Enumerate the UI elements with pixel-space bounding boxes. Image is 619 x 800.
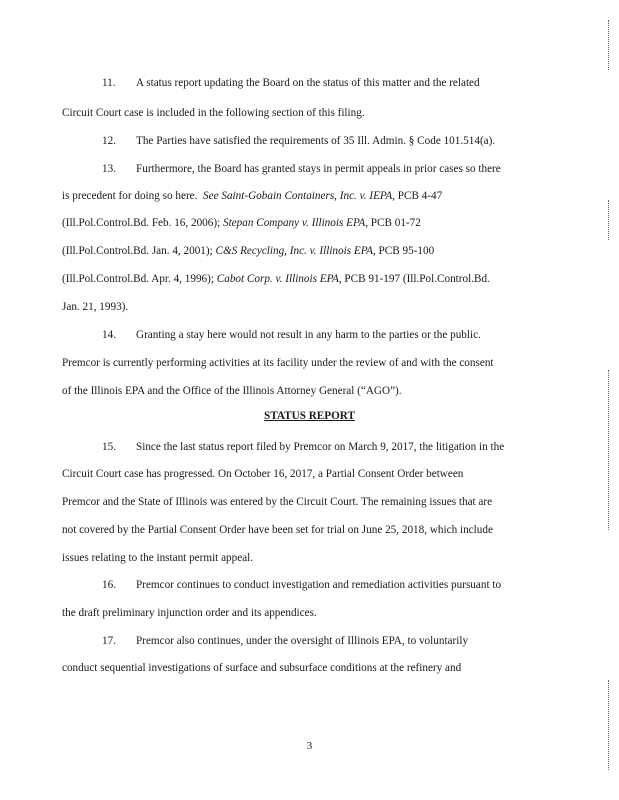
- paragraph-15-line-4: not covered by the Partial Consent Order have been set for trial on June 25, 2018, which include: [62, 524, 493, 536]
- paragraph-15-line-5: issues relating to the instant permit appeal.: [62, 552, 254, 564]
- paragraph-13-line-6: Jan. 21, 1993).: [62, 301, 129, 313]
- case-citation: See Saint-Gobain Containers, Inc. v. IEPA: [203, 190, 393, 202]
- paragraph-13-line-2: is precedent for doing so here. See Saint-Gobain Containers, Inc. v. IEPA, PCB 4-47: [62, 190, 443, 202]
- case-citation: Cabot Corp. v. Illinois EPA: [216, 273, 339, 285]
- paragraph-11-line-2: Circuit Court case is included in the following section of this filing.: [62, 107, 365, 119]
- paragraph-13-line-4: (Ill.Pol.Control.Bd. Jan. 4, 2001); C&S Recycling, Inc. v. Illinois EPA, PCB 95-100: [62, 245, 435, 257]
- scan-margin-mark: [608, 680, 611, 770]
- case-citation: Stepan Company v. Illinois EPA: [222, 217, 366, 229]
- paragraph-15-line-1: 15. Since the last status report filed by Premcor on March 9, 2017, the litigation in the: [62, 440, 532, 454]
- paragraph-17-line-2: conduct sequential investigations of surface and subsurface conditions at the refinery and: [62, 662, 462, 674]
- paragraph-11-line-1: 11. A status report updating the Board on the status of this matter and the related: [62, 76, 532, 90]
- paragraph-number: 15.: [102, 441, 116, 453]
- paragraph-13-line-1: 13. Furthermore, the Board has granted stays in permit appeals in prior cases so there: [62, 162, 532, 176]
- paragraph-13-line-3: (Ill.Pol.Control.Bd. Feb. 16, 2006); Stepan Company v. Illinois EPA, PCB 01-72: [62, 217, 421, 229]
- paragraph-number: 17.: [102, 635, 116, 647]
- paragraph-16-line-1: 16. Premcor continues to conduct investigation and remediation activities pursuant to: [62, 578, 532, 592]
- paragraph-14-line-2: Premcor is currently performing activities at its facility under the review of and with the consent: [62, 357, 494, 369]
- paragraph-number: 16.: [102, 579, 116, 591]
- paragraph-16-line-2: the draft preliminary injunction order and its appendices.: [62, 607, 317, 619]
- scan-margin-mark: [608, 200, 611, 240]
- case-citation: C&S Recycling, Inc. v. Illinois EPA: [215, 245, 373, 257]
- paragraph-15-line-2: Circuit Court case has progressed. On October 16, 2017, a Partial Consent Order between: [62, 468, 464, 480]
- paragraph-14-line-3: of the Illinois EPA and the Office of the Illinois Attorney General (“AGO”).: [62, 385, 402, 397]
- paragraph-13-line-5: (Ill.Pol.Control.Bd. Apr. 4, 1996); Cabot Corp. v. Illinois EPA, PCB 91-197 (Ill.Pol.Control.Bd.: [62, 273, 490, 285]
- section-heading: STATUS REPORT: [264, 410, 355, 422]
- paragraph-number: 12.: [102, 135, 116, 147]
- scan-margin-mark: [608, 20, 611, 70]
- scan-margin-mark: [608, 370, 611, 530]
- paragraph-15-line-3: Premcor and the State of Illinois was entered by the Circuit Court. The remaining issues that are: [62, 496, 493, 508]
- paragraph-number: 13.: [102, 163, 116, 175]
- page-number: 3: [306, 740, 313, 752]
- paragraph-12-line-1: 12. The Parties have satisfied the requirements of 35 Ill. Admin. § Code 101.514(a).: [62, 134, 532, 148]
- paragraph-14-line-1: 14. Granting a stay here would not result in any harm to the parties or the public.: [62, 328, 532, 342]
- paragraph-number: 11.: [102, 77, 116, 89]
- paragraph-number: 14.: [102, 329, 116, 341]
- paragraph-17-line-1: 17. Premcor also continues, under the oversight of Illinois EPA, to voluntarily: [62, 634, 532, 648]
